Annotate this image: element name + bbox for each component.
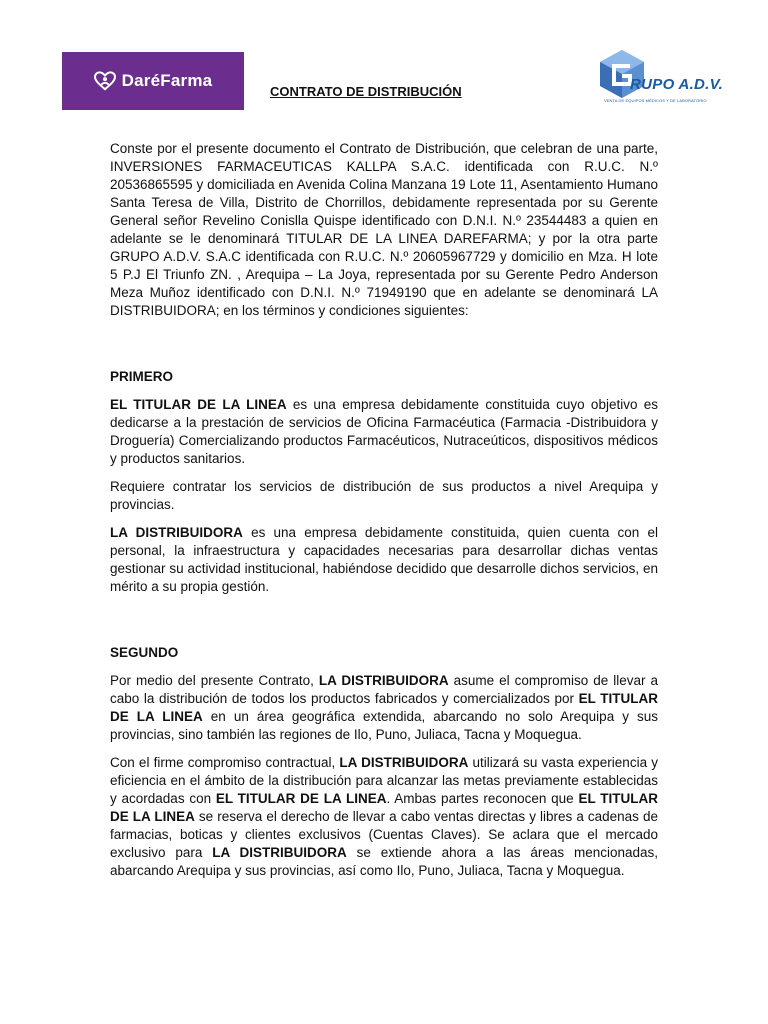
darefarma-brand: DaréFarma: [121, 71, 213, 90]
darefarma-logo: [62, 52, 244, 110]
segundo-p2-text: . Ambas partes reconocen que: [386, 791, 579, 806]
party-titular: EL TITULAR DE LA LINEA: [110, 691, 658, 724]
party-titular: EL TITULAR DE LA LINEA: [110, 791, 659, 824]
party-distribuidora: LA DISTRIBUIDORA: [339, 755, 469, 770]
primero-p1-text: es una empresa debidamente constituida cuyo objetivo es dedicarse a la prestación de servicios de Oficina Farmacéutica (Farmacia -Distribuidora y Droguería) Comercializando productos Farmacéuticos, Nutraceúticos, dispositivos médicos y productos sanitarios.: [110, 397, 658, 466]
segundo-p2-text: se extiende ahora a las áreas mencionadas, abarcando Arequipa y sus provincias, así como Ilo, Puno, Juliaca, Tacna y Moquegua.: [110, 845, 658, 878]
party-distribuidora: LA DISTRIBUIDORA: [318, 673, 449, 688]
segundo-p2-text: utilizará su vasta experiencia y eficiencia en el ámbito de la distribución para alcanzar las metas previamente establecidas y acordadas con: [110, 755, 658, 806]
party-titular: EL TITULAR DE LA LINEA: [215, 791, 387, 806]
contract-body: [110, 140, 658, 890]
primero-paragraph-2: Requiere contratar los servicios de distribución de sus productos a nivel Arequipa y provincias.: [110, 479, 658, 512]
segundo-paragraph-2: [110, 754, 658, 880]
segundo-paragraph-1: [110, 672, 658, 744]
primero-paragraph-3: [110, 524, 658, 596]
grupo-adv-tagline: VENTA DE EQUIPOS MÉDICOS Y DE LABORATORIO: [604, 98, 707, 103]
grupo-adv-name: RUPO A.D.V.: [630, 76, 724, 93]
primero-p3-text: es una empresa debidamente constituida, quien cuenta con el personal, la infraestructura y capacidades necesarias para desarrollar dichas ventas gestionar su actividad institucional, habiéndose decidido que desarrolle dichos servicios, en mérito a su propia gestión.: [110, 525, 658, 594]
grupo-adv-logo: [590, 46, 724, 114]
segundo-p1-text: asume el compromiso de llevar a cabo la distribución de todos los productos fabricados y comercializados por: [110, 673, 658, 706]
primero-paragraph-1: [110, 396, 658, 468]
segundo-p1-text: en un área geográfica extendida, abarcando no solo Arequipa y sus provincias, sino también las regiones de Ilo, Puno, Juliaca, Tacna y Moquegua.: [110, 709, 658, 742]
intro-paragraph: Conste por el presente documento el Contrato de Distribución, que celebran de una parte, INVERSIONES FARMACEUTICAS KALLPA S.A.C. identificada con R.U.C. N.º 20536865595 y domiciliada en Avenida Colina Manzana 19 Lote 11, Asentamiento Humano Santa Teresa de Villa, Distrito de Chorrillos, debidamente representada por su Gerente General señor Revelino Conislla Quispe identificado con D.N.I. N.º 23544483 a quien en adelante se le denominará TITULAR DE LA LINEA DAREFARMA; y por la otra parte GRUPO A.D.V. S.A.C identificada con R.U.C. N.º 20605967729 y domicilio en Mza. H lote 5 P.J El Triunfo ZN. , Arequipa – La Joya, representada por su Gerente Pedro Anderson Meza Muñoz identificado con D.N.I. N.º 71949190 que en adelante se denominará LA DISTRIBUIDORA; en los términos y condiciones siguientes:: [110, 141, 658, 318]
segundo-p1-text: Por medio del presente Contrato,: [110, 673, 319, 688]
document-title: CONTRATO DE DISTRIBUCIÓN: [270, 84, 462, 99]
party-distribuidora: LA DISTRIBUIDORA: [212, 845, 347, 860]
section-heading-segundo: SEGUNDO: [110, 645, 179, 660]
party-titular: EL TITULAR DE LA LINEA: [110, 397, 287, 412]
section-heading-primero: PRIMERO: [110, 369, 174, 384]
party-distribuidora: LA DISTRIBUIDORA: [110, 525, 243, 540]
heart-person-icon: [94, 71, 116, 91]
segundo-p2-text: se reserva el derecho de llevar a cabo ventas directas y libres a cadenas de farmacias, boticas y clientes exclusivos (Cuentas Claves). Se aclara que el mercado exclusivo para: [110, 809, 658, 860]
segundo-p2-text: Con el firme compromiso contractual,: [110, 755, 340, 770]
